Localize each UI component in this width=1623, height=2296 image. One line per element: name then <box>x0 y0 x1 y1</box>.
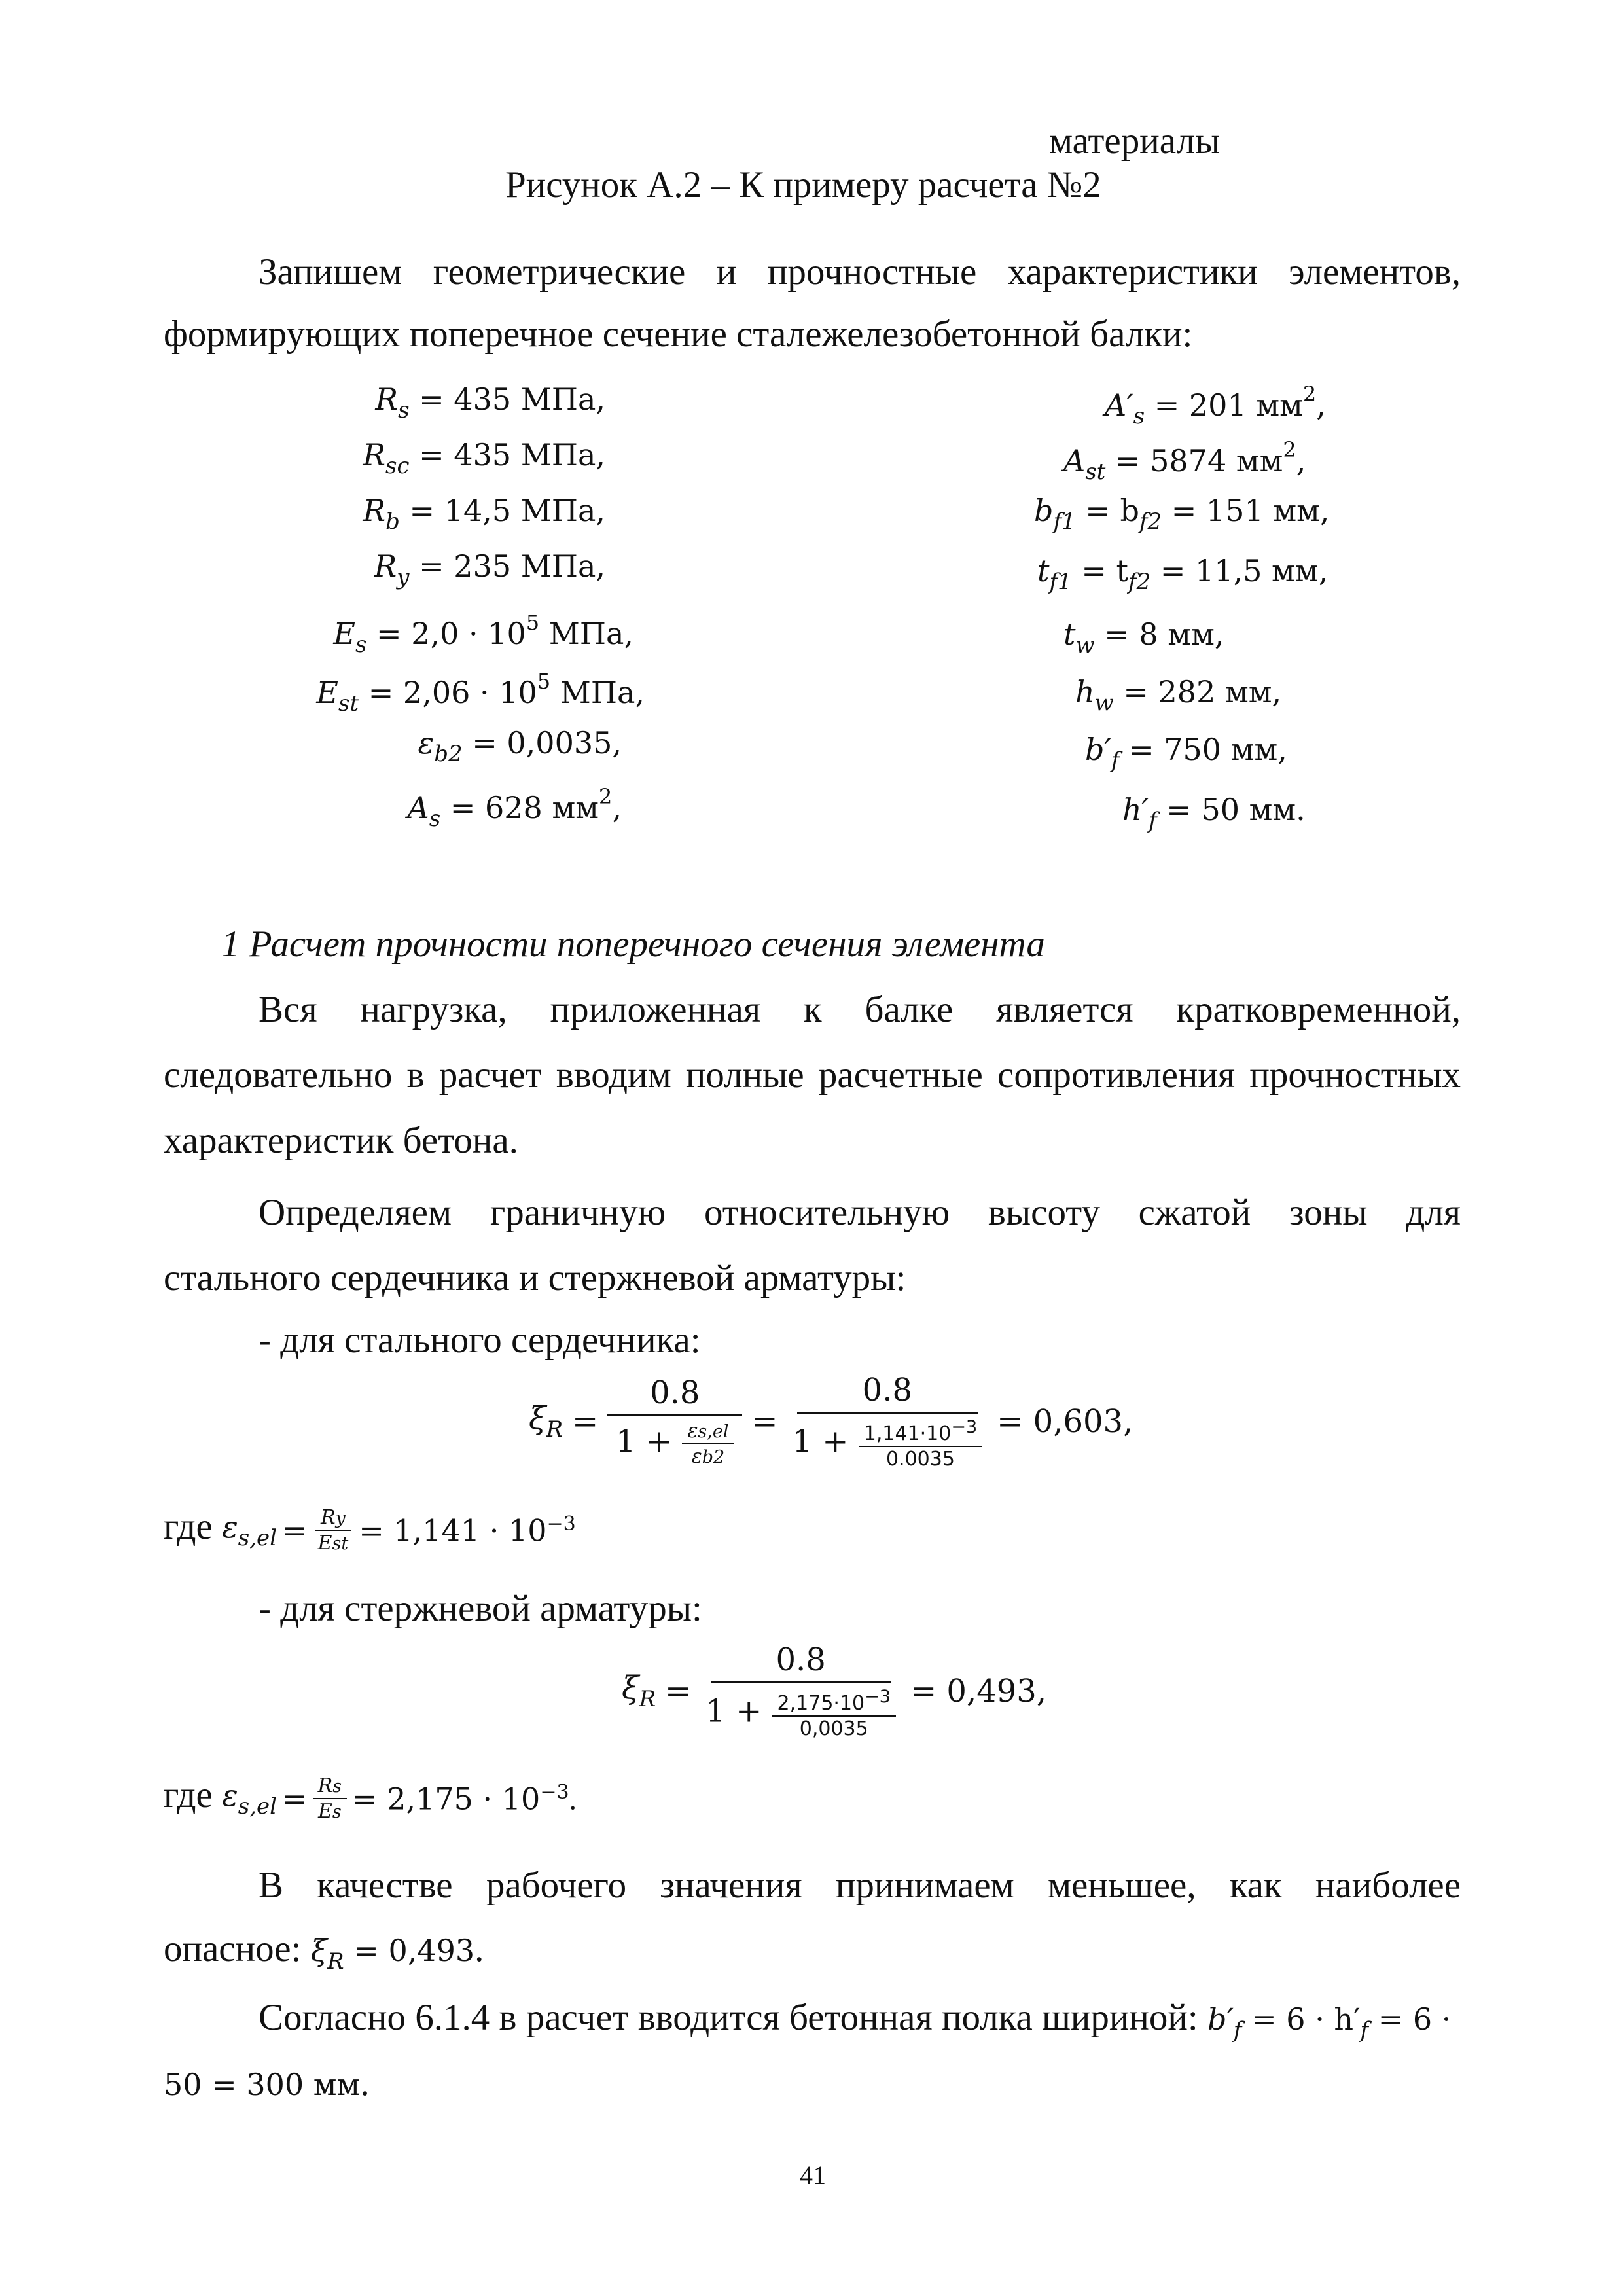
param-params_right-2: $b_{f1} = b_{f2} = 151$ мм, <box>1034 493 1330 535</box>
p3-line-2: опасное: $\xi_R = 0,493$. <box>164 1928 484 1975</box>
param-params_left-5: $E_{st} = 2,06 \cdot 10^5$ МПа, <box>316 669 645 717</box>
param-params_left-6: $\varepsilon_{b2} = 0,0035$, <box>418 725 622 767</box>
param-params_right-4: $t_w = 8$ мм, <box>1063 617 1224 658</box>
where-eps-steel-core: где $\varepsilon_{s,el}$ = $\frac{Ry}{\text{Est}}$ = $1,141 \cdot 10^{-3}$ <box>164 1505 576 1554</box>
list-item-steel-core: - для стального сердечника: <box>259 1319 701 1361</box>
param-params_right-5: $h_w = 282$ мм, <box>1075 674 1282 716</box>
p1-line-2: следовательно в расчет вводим полные расчетные сопротивления прочностных <box>164 1054 1461 1096</box>
where-eps-rebar: где $\varepsilon_{s,el}$ = $\frac{Rs}{Es}$ = $2,175 \cdot 10^{-3}$. <box>164 1774 577 1823</box>
p1-line-3: характеристик бетона. <box>164 1120 518 1161</box>
param-params_left-2: $R_b = 14,5$ МПа, <box>363 493 605 535</box>
p2-line-1: Определяем граничную относительную высоту сжатой зоны для <box>259 1192 1461 1233</box>
intro-line-1: Запишем геометрические и прочностные характеристики элементов, <box>259 251 1461 293</box>
page-number: 41 <box>800 2161 826 2190</box>
param-params_right-1: $A_{st} = 5874$ $мм^2$, <box>1063 437 1306 485</box>
param-params_right-6: $b'_f = 750$ мм, <box>1085 732 1287 774</box>
param-params_left-3: $R_y = 235$ МПа, <box>374 548 605 590</box>
intro-line-2: формирующих поперечное сечение сталежелезобетонной балки: <box>164 314 1193 355</box>
figure-caption: Рисунок А.2 – К примеру расчета №2 <box>505 164 1101 206</box>
p1-line-1: Вся нагрузка, приложенная к балке является кратковременной, <box>259 989 1461 1030</box>
formula-xi-rebar: $\xi_R$ = 0.8 1 + $\frac{2,175\cdot 10^{-3}}{0,0035}$ = 0,493, <box>622 1641 1047 1740</box>
param-params_left-7: $A_s = 628$ $мм^2$, <box>407 784 622 832</box>
p2-line-2: стального сердечника и стержневой арматуры: <box>164 1257 906 1299</box>
p4-line-2: 50 = 300 мм. <box>164 2062 370 2104</box>
list-item-rebar: - для стержневой арматуры: <box>259 1588 702 1629</box>
caption-tail: материалы <box>1049 120 1221 162</box>
p4-line-1: Согласно 6.1.4 в расчет вводится бетонная полка шириной: $b'_f = 6 \cdot h'_f = 6$ · <box>259 1997 1452 2043</box>
formula-xi-steel-core: $\xi_R$ = 0.8 1 + $\frac{\varepsilon s,el}{\varepsilon b2}$ = 0.8 1 + $\frac{1,141\cdot 10^{-3}}{0.0035}$ = 0,603, <box>529 1372 1133 1471</box>
param-params_left-4: $E_s = 2,0 \cdot 10^5$ МПа, <box>333 610 633 658</box>
param-params_right-7: $h'_f = 50$ мм. <box>1122 792 1306 834</box>
p3-line-1: В качестве рабочего значения принимаем меньшее, как наиболее <box>259 1865 1461 1906</box>
param-params_right-0: $A'_s = 201$ $мм^2$, <box>1105 382 1326 429</box>
section-heading: 1 Расчет прочности поперечного сечения элемента <box>221 924 1045 965</box>
param-params_left-0: $R_s = 435$ МПа, <box>375 382 605 423</box>
param-params_left-1: $R_{sc} = 435$ МПа, <box>363 437 605 479</box>
param-params_right-3: $t_{f1} = t_{f2} = 11,5$ мм, <box>1037 553 1329 595</box>
